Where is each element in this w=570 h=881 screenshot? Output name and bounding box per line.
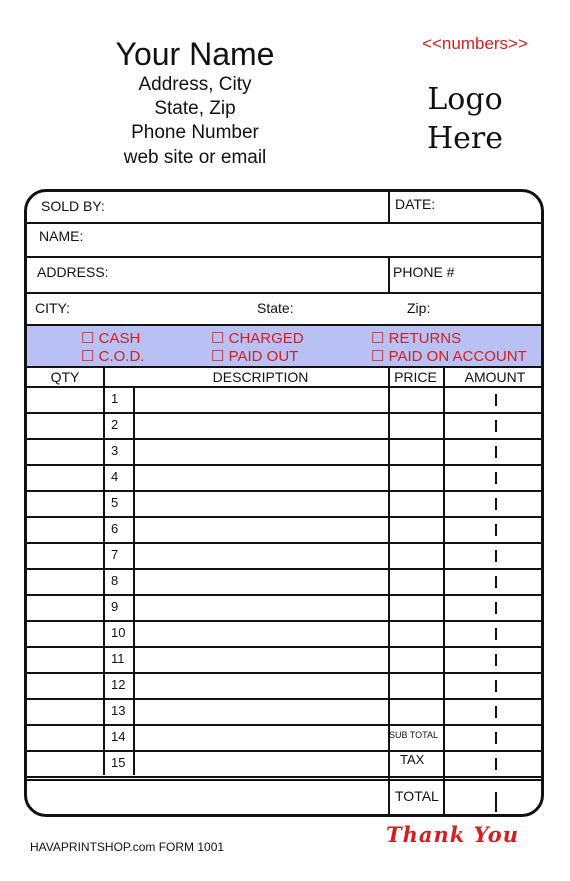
row-divider — [27, 724, 541, 726]
line-number: 7 — [111, 547, 119, 562]
logo-line-2: Here — [426, 121, 503, 156]
row-divider — [27, 620, 541, 622]
divider — [27, 222, 541, 224]
line-number: 15 — [111, 755, 126, 770]
business-web: web site or email — [123, 147, 267, 168]
business-address: Address, City — [138, 74, 252, 95]
amount-cents-divider — [495, 706, 497, 718]
divider — [27, 292, 541, 294]
line-number: 5 — [111, 495, 119, 510]
cash-checkbox[interactable]: ☐ CASH — [81, 330, 141, 347]
date-label: DATE: — [395, 196, 436, 212]
row-divider — [27, 516, 541, 518]
row-divider — [27, 568, 541, 570]
amount-cents-divider — [495, 394, 497, 406]
business-name: Your Name — [115, 36, 275, 72]
paid-out-checkbox[interactable]: ☐ PAID OUT — [211, 348, 299, 365]
line-number: 10 — [111, 625, 126, 640]
returns-checkbox[interactable]: ☐ RETURNS — [371, 330, 462, 347]
state-label: State: — [257, 300, 294, 316]
logo-line-1: Logo — [427, 82, 503, 117]
line-number: 14 — [111, 729, 126, 744]
divider — [388, 192, 390, 223]
amount-cents-divider — [495, 524, 497, 536]
amount-cents-divider — [495, 628, 497, 640]
line-number: 13 — [111, 703, 126, 718]
total-label: TOTAL — [395, 788, 439, 804]
amount-cents-divider — [495, 550, 497, 562]
business-phone: Phone Number — [131, 122, 259, 143]
sub-total-label: SUB TOTAL — [389, 730, 439, 740]
amount-cents-divider — [495, 446, 497, 458]
amount-header: AMOUNT — [464, 369, 526, 385]
thank-you-text: Thank You — [386, 822, 520, 847]
name-label: NAME: — [39, 228, 84, 244]
qty-header-line — [103, 366, 105, 386]
row-divider — [27, 412, 541, 414]
amount-cents-divider — [495, 680, 497, 692]
total-cents-divider — [495, 792, 497, 812]
row-divider — [27, 776, 541, 778]
tax-label: TAX — [400, 752, 425, 767]
zip-label: Zip: — [407, 300, 431, 316]
description-header: DESCRIPTION — [212, 369, 309, 385]
row-divider — [27, 386, 541, 388]
row-divider — [27, 698, 541, 700]
city-label: CITY: — [35, 300, 71, 316]
paid-on-account-checkbox[interactable]: ☐ PAID ON ACCOUNT — [371, 348, 527, 365]
form-id-footer: HAVAPRINTSHOP.com FORM 1001 — [30, 840, 225, 854]
business-state-zip: State, Zip — [154, 98, 236, 119]
price-header: PRICE — [394, 369, 437, 385]
amount-cents-divider — [495, 602, 497, 614]
row-divider — [27, 542, 541, 544]
amount-cents-divider — [495, 420, 497, 432]
row-divider — [27, 646, 541, 648]
row-divider — [27, 750, 541, 752]
row-divider — [27, 594, 541, 596]
line-number: 1 — [111, 391, 119, 406]
phone-label: PHONE # — [393, 264, 455, 280]
row-divider — [27, 438, 541, 440]
sold-by-label: SOLD BY: — [41, 198, 105, 214]
line-number: 6 — [111, 521, 119, 536]
amount-cents-divider — [495, 472, 497, 484]
amount-cents-divider — [495, 654, 497, 666]
amount-cents-divider — [495, 498, 497, 510]
address-label: ADDRESS: — [37, 264, 109, 280]
line-number: 11 — [111, 651, 125, 666]
row-divider — [27, 779, 541, 781]
row-divider — [27, 672, 541, 674]
sales-form — [24, 189, 544, 817]
line-number: 3 — [111, 443, 119, 458]
divider — [27, 256, 541, 258]
qty-header: QTY — [50, 369, 80, 385]
amount-cents-divider — [495, 758, 497, 770]
line-number: 4 — [111, 469, 119, 484]
numbers-placeholder: <<numbers>> — [422, 34, 528, 53]
row-divider — [27, 464, 541, 466]
charged-checkbox[interactable]: ☐ CHARGED — [211, 330, 304, 347]
cod-checkbox[interactable]: ☐ C.O.D. — [81, 348, 145, 365]
amount-cents-divider — [495, 732, 497, 744]
amount-cents-divider — [495, 576, 497, 588]
line-number: 12 — [111, 677, 126, 692]
qty-column-line — [103, 386, 105, 775]
line-number: 2 — [111, 417, 119, 432]
line-number: 8 — [111, 573, 119, 588]
line-number: 9 — [111, 599, 119, 614]
row-divider — [27, 490, 541, 492]
divider — [388, 256, 390, 292]
